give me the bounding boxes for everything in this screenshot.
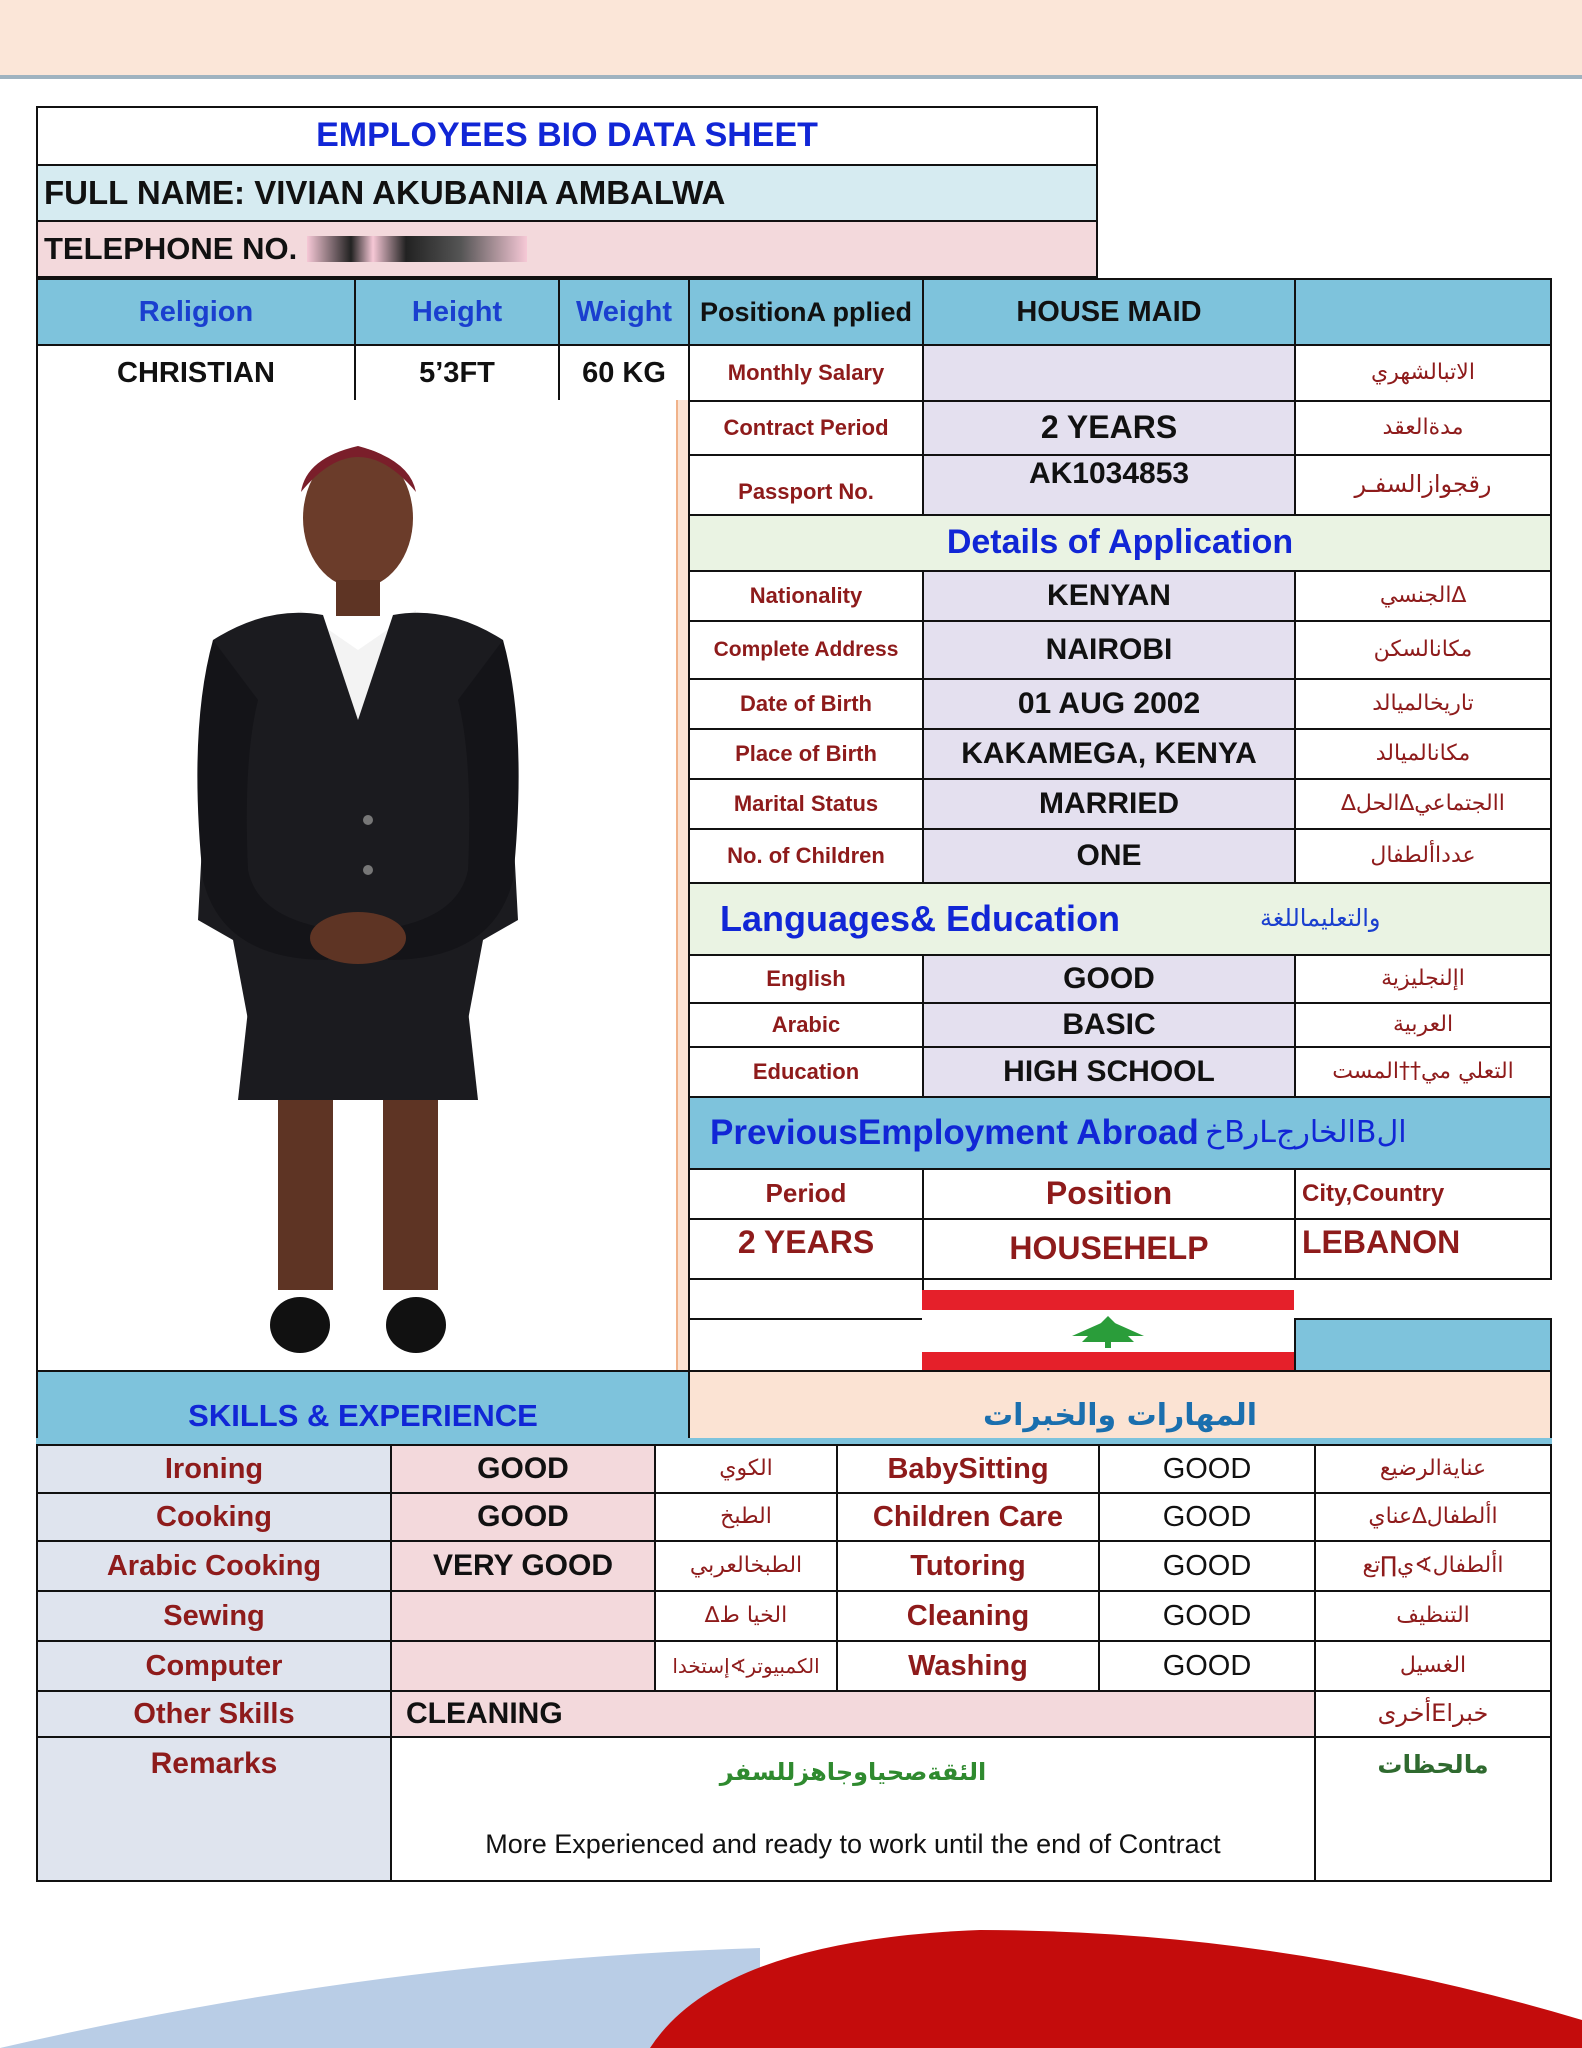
skill-cooking-value: GOOD xyxy=(390,1492,656,1542)
telephone-label: TELEPHONE NO. xyxy=(44,230,298,266)
skill-tutoring-ar: األطفال∢ي∏تع xyxy=(1314,1540,1552,1592)
skill-computer-label: Computer xyxy=(36,1640,392,1692)
education-label: Education xyxy=(688,1046,924,1098)
other-skills-label: Other Skills xyxy=(36,1690,392,1738)
skill-babysitting-value: GOOD xyxy=(1098,1444,1316,1494)
salary-label: Monthly Salary xyxy=(688,344,924,402)
skill-ironing-value: GOOD xyxy=(390,1444,656,1494)
languages-heading: Languages& Education xyxy=(720,898,1121,940)
side-strip xyxy=(676,400,688,1372)
skill-cleaning-ar: التنظيف xyxy=(1314,1590,1552,1642)
skill-cleaning-value: GOOD xyxy=(1098,1590,1316,1642)
english-label: English xyxy=(688,954,924,1004)
remarks-label: Remarks xyxy=(36,1736,392,1882)
skill-cooking-label: Cooking xyxy=(36,1492,392,1542)
remarks-ar-line: الئقةصحياوجاهزللسفر xyxy=(719,1758,987,1787)
telephone-row xyxy=(36,220,1098,278)
skill-childcare-value: GOOD xyxy=(1098,1492,1316,1542)
pob-ar: مكانالميالد xyxy=(1294,728,1552,780)
flag-row-left-top xyxy=(688,1280,924,1320)
address-ar: مكانالسكن xyxy=(1294,620,1552,680)
salary-value xyxy=(922,344,1296,402)
photo-frame xyxy=(36,400,676,1372)
position-value: HOUSE MAID xyxy=(922,278,1296,346)
employee-photo xyxy=(38,400,678,1372)
dob-ar: تاريخالميالد xyxy=(1294,678,1552,730)
arabic-value: BASIC xyxy=(922,1002,1296,1048)
remarks-box xyxy=(390,1736,1316,1882)
marital-ar: ∆االجتماعي∆الحل xyxy=(1294,778,1552,830)
employment-heading-ar: ﺥBرLالخارجBال xyxy=(1204,1115,1407,1151)
nationality-label: Nationality xyxy=(688,570,924,622)
skill-childcare-ar: األطفال∆عناي xyxy=(1314,1492,1552,1542)
contract-ar: مدةالعقد xyxy=(1294,400,1552,456)
skill-tutoring-label: Tutoring xyxy=(836,1540,1100,1592)
dob-label: Date of Birth xyxy=(688,678,924,730)
flag-row-left xyxy=(688,1318,924,1372)
skill-cooking-ar: الطبخ xyxy=(654,1492,838,1542)
pob-label: Place of Birth xyxy=(688,728,924,780)
skill-tutoring-value: GOOD xyxy=(1098,1540,1316,1592)
height-label: Height xyxy=(354,278,560,346)
skills-heading: SKILLS & EXPERIENCE xyxy=(36,1370,690,1442)
top-divider xyxy=(0,75,1582,79)
skill-washing-ar: الغسيل xyxy=(1314,1640,1552,1692)
period-value: 2 YEARS xyxy=(688,1218,924,1280)
skill-ironing-label: Ironing xyxy=(36,1444,392,1494)
skill-sewing-ar: ∆الخيا ط xyxy=(654,1590,838,1642)
dob-value: 01 AUG 2002 xyxy=(922,678,1296,730)
marital-label: Marital Status xyxy=(688,778,924,830)
religion-value: CHRISTIAN xyxy=(36,344,356,402)
skill-cleaning-label: Cleaning xyxy=(836,1590,1100,1642)
skills-heading-ar: المهارات والخبرات xyxy=(688,1370,1552,1442)
remarks-ar-label: مالحظات xyxy=(1314,1736,1552,1882)
languages-heading-ar: والتعليماللغة xyxy=(1260,904,1381,933)
religion-label: Religion xyxy=(36,278,356,346)
skill-childcare-label: Children Care xyxy=(836,1492,1100,1542)
full-name-row: FULL NAME: VIVIAN AKUBANIA AMBALWA xyxy=(36,164,1098,222)
salary-ar: الاتبالشهري xyxy=(1294,344,1552,402)
location-value: LEBANON xyxy=(1294,1218,1552,1280)
employment-heading: PreviousEmployment Abroad xyxy=(710,1112,1199,1152)
skill-computer-ar: الكمبيوتر∢إستخدا xyxy=(654,1640,838,1692)
english-ar: اإلنجليزية xyxy=(1294,954,1552,1004)
skill-washing-value: GOOD xyxy=(1098,1640,1316,1692)
passport-ar: رقجوازالسفـر xyxy=(1294,454,1552,516)
employment-position-value: HOUSEHELP xyxy=(922,1218,1296,1280)
weight-label: Weight xyxy=(558,278,690,346)
pob-value: KAKAMEGA, KENYA xyxy=(922,728,1296,780)
position-label: PositionA pplied xyxy=(688,278,924,346)
other-skills-value: CLEANING xyxy=(390,1690,1316,1738)
period-label: Period xyxy=(688,1168,924,1220)
skill-arabic-cooking-label: Arabic Cooking xyxy=(36,1540,392,1592)
contract-label: Contract Period xyxy=(688,400,924,456)
flag-row-right xyxy=(1294,1318,1552,1372)
children-label: No. of Children xyxy=(688,828,924,884)
skill-arabic-cooking-value: VERY GOOD xyxy=(390,1540,656,1592)
arabic-ar: العربية xyxy=(1294,1002,1552,1048)
marital-value: MARRIED xyxy=(922,778,1296,830)
education-value: HIGH SCHOOL xyxy=(922,1046,1296,1098)
address-label: Complete Address xyxy=(688,620,924,680)
children-value: ONE xyxy=(922,828,1296,884)
details-heading: Details of Application xyxy=(688,514,1552,572)
skill-sewing-value xyxy=(390,1590,656,1642)
children-ar: عدداألطفال xyxy=(1294,828,1552,884)
bottom-wave-decoration xyxy=(0,1900,1582,2048)
passport-value: AK1034853 xyxy=(922,454,1296,516)
weight-value: 60 KG xyxy=(558,344,690,402)
employment-heading-row xyxy=(688,1096,1552,1170)
skill-babysitting-ar: عنايةالرضيع xyxy=(1314,1444,1552,1494)
top-band xyxy=(0,0,1582,75)
remarks-text: More Experienced and ready to work until the end of Contract xyxy=(485,1828,1221,1859)
languages-heading-row xyxy=(688,882,1552,956)
height-value: 5’3FT xyxy=(354,344,560,402)
skill-arabic-cooking-ar: الطبخالعربي xyxy=(654,1540,838,1592)
skill-ironing-ar: الكوي xyxy=(654,1444,838,1494)
skill-computer-value xyxy=(390,1640,656,1692)
other-skills-ar: أخرىEخبرا xyxy=(1314,1690,1552,1738)
passport-label: Passport No. xyxy=(688,454,924,516)
redacted-phone xyxy=(307,236,527,262)
education-ar: التعلي مي††المست xyxy=(1294,1046,1552,1098)
arabic-label: Arabic xyxy=(688,1002,924,1048)
contract-value: 2 YEARS xyxy=(922,400,1296,456)
position-ar-cell xyxy=(1294,278,1552,346)
skill-washing-label: Washing xyxy=(836,1640,1100,1692)
sheet-title: EMPLOYEES BIO DATA SHEET xyxy=(36,106,1098,166)
lebanon-flag xyxy=(922,1290,1294,1372)
nationality-value: KENYAN xyxy=(922,570,1296,622)
skill-babysitting-label: BabySitting xyxy=(836,1444,1100,1494)
position-col-label: Position xyxy=(922,1168,1296,1220)
skill-sewing-label: Sewing xyxy=(36,1590,392,1642)
english-value: GOOD xyxy=(922,954,1296,1004)
address-value: NAIROBI xyxy=(922,620,1296,680)
nationality-ar: الجنسي∆ xyxy=(1294,570,1552,622)
location-label: City,Country xyxy=(1294,1168,1552,1220)
